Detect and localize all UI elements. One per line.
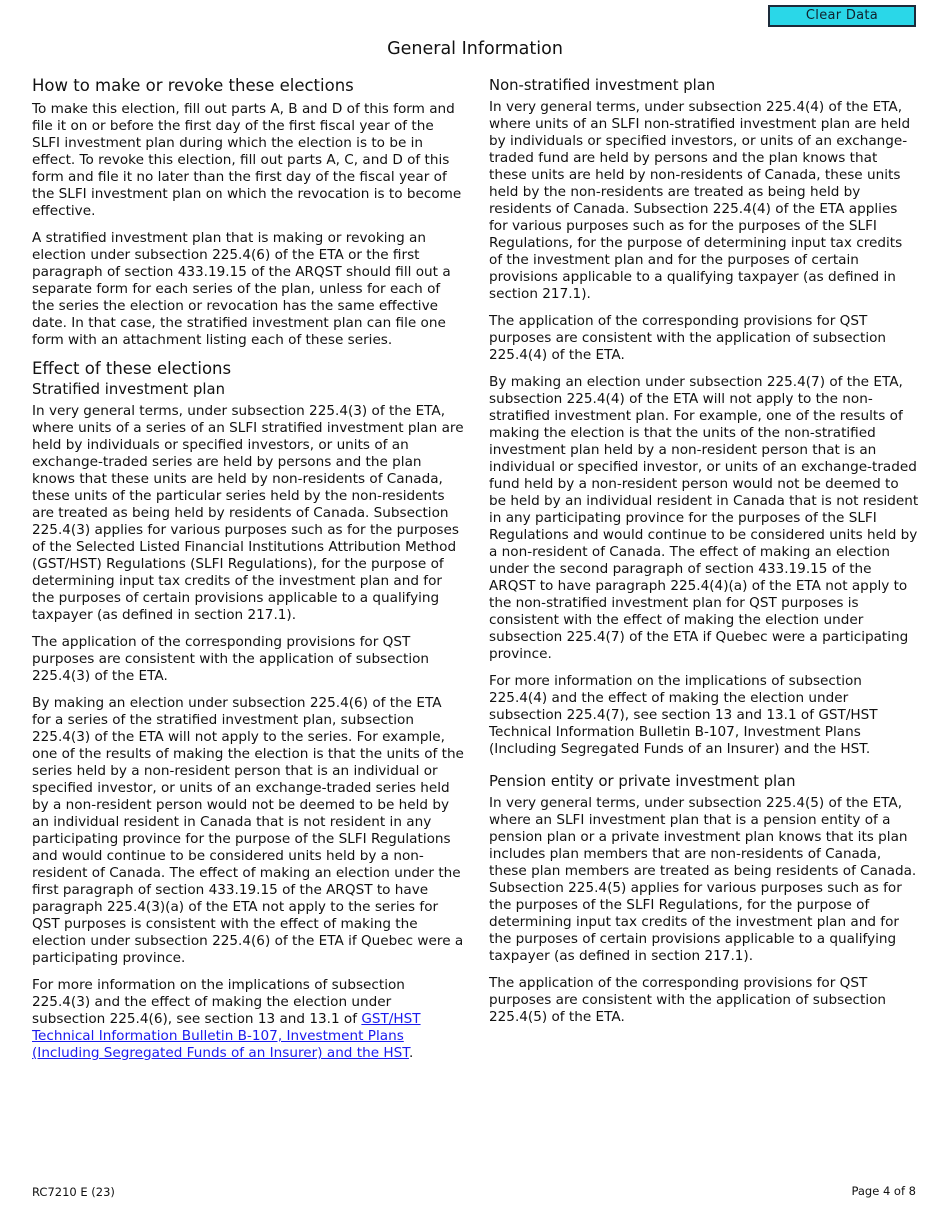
non-stratified-paragraph-1: In very general terms, under subsection 225.4(4) of the ETA, where units of an SLFI non-stratified investment plan are held by individuals or specified investors, or units of an exchange-traded fund are held by persons and the plan knows that these units are held by non-residents of Canada, these units held by the non-residents are treated as being held by residents of Canada. Subsection 225.4(4) of the ETA applies for various purposes such as for the purposes of the SLFI Regulations, for the purpose of determining input tax credits of the investment plan and for the purposes of certain provisions applicable to a qualifying taxpayer (as defined in section 217.1).	[489, 99, 911, 302]
more-info-end: .	[408, 1045, 414, 1061]
pension-heading: Pension entity or private investment plan	[489, 773, 796, 790]
how-to-paragraph-1: To make this election, fill out parts A, B and D of this form and file it on or before the first day of the first fiscal year of the SLFI investment plan during which the election is to be in effect. To revoke this election, fill out parts A, C, and D of this form and file it no later than the first day of the fiscal year of the SLFI investment plan on which the revocation is to become effective.	[32, 101, 462, 219]
non-stratified-heading: Non-stratified investment plan	[489, 77, 716, 94]
page-title: General Information	[387, 39, 563, 59]
stratified-paragraph-2: The application of the corresponding provisions for QST purposes are consistent with the application of subsection 225.4(3) of the ETA.	[32, 634, 430, 684]
stratified-heading: Stratified investment plan	[32, 381, 225, 398]
bulletin-b107-link[interactable]: GST/HST Technical Information Bulletin B-107, Investment Plans (Including Segregated Funds of an Insurer) and the HST	[32, 1011, 421, 1061]
stratified-paragraph-3: By making an election under subsection 225.4(6) of the ETA for a series of the stratified investment plan, subsection 225.4(3) of the ETA will not apply to the series. For example, one of the results of making the election is that the units of the series held by a non-resident person that is an individual or specified investor, or units of an exchange-traded series held by a non-resident person would not be deemed to be held by an individual resident in Canada that is not resident in any participating province for the purpose of the SLFI Regulations and would continue to be considered units held by a non-resident of Canada. The effect of making an election under the first paragraph of section 433.19.15 of the ARQST to have paragraph 225.4(3)(a) of the ETA not apply to the series for QST purposes is consistent with the effect of making the election under subsection 225.4(6) of the ETA if Quebec were a participating province.	[32, 695, 464, 966]
left-column	[32, 76, 464, 1072]
non-stratified-paragraph-2: The application of the corresponding provisions for QST purposes are consistent with the application of subsection 225.4(4) of the ETA.	[489, 313, 887, 363]
more-info-text: For more information on the implications of subsection 225.4(3) and the effect of making the election under subsection 225.4(6), see section 13 and 13.1 of	[32, 977, 405, 1027]
how-to-heading: How to make or revoke these elections	[32, 76, 354, 95]
non-stratified-paragraph-3: By making an election under subsection 225.4(7) of the ETA, subsection 225.4(4) of the ETA will not apply to the non-stratified investment plan. For example, one of the results of making the election is that the units of the non-stratified investment plan held by a non-resident person that is an individual or specified investor, or units of an exchange-traded fund held by a non-resident person would not be deemed to be held by an individual resident in Canada that is not resident in any participating province for the purposes of the SLFI Regulations and would continue to be considered units held by a non-resident of Canada. The effect of making an election under the second paragraph of section 433.19.15 of the ARQST to have paragraph 225.4(4)(a) of the ETA not apply to the non-stratified investment plan for QST purposes is consistent with the effect of making the election under subsection 225.4(7) of the ETA if Quebec were a participating province.	[489, 374, 919, 662]
pension-paragraph-2: The application of the corresponding provisions for QST purposes are consistent with the application of subsection 225.4(5) of the ETA.	[489, 975, 887, 1025]
right-column	[489, 76, 919, 1036]
pension-paragraph-1: In very general terms, under subsection 225.4(5) of the ETA, where an SLFI investment plan that is a pension entity of a pension plan or a private investment plan knows that its plan includes plan members that are non-residents of Canada, these plan members are treated as being residents of Canada. Subsection 225.4(5) applies for various purposes such as for the purposes of the SLFI Regulations, for the purpose of determining input tax credits of the investment plan and for the purposes of certain provisions applicable to a qualifying taxpayer (as defined in section 217.1).	[489, 795, 917, 964]
stratified-paragraph-1: In very general terms, under subsection 225.4(3) of the ETA, where units of a series of an SLFI stratified investment plan are held by individuals or specified investors, or units of an exchange-traded series are held by persons and the plan knows that these units are held by non-residents of Canada, these units of the particular series held by the non-residents are treated as being held by residents of Canada. Subsection 225.4(3) applies for various purposes such as for the purposes of the Selected Listed Financial Institutions Attribution Method (GST/HST) Regulations (SLFI Regulations), for the purpose of determining input tax credits of the investment plan and for the purposes of certain provisions applicable to a qualifying taxpayer (as defined in section 217.1).	[32, 403, 464, 623]
page-number: Page 4 of 8	[851, 1184, 916, 1198]
non-stratified-paragraph-4: For more information on the implications of subsection 225.4(4) and the effect of making the election under subsection 225.4(7), see section 13 and 13.1 of GST/HST Technical Information Bulletin B-107, Investment Plans (Including Segregated Funds of an Insurer) and the HST.	[489, 673, 878, 757]
how-to-paragraph-2: A stratified investment plan that is making or revoking an election under subsection 225.4(6) of the ETA or the first paragraph of section 433.19.15 of the ARQST should fill out a separate form for each series of the plan, unless for each of the series the election or revocation has the same effective date. In that case, the stratified investment plan can file one form with an attachment listing each of these series.	[32, 230, 451, 348]
form-code: RC7210 E (23)	[32, 1185, 115, 1199]
effect-heading: Effect of these elections	[32, 359, 232, 378]
stratified-paragraph-4	[32, 977, 464, 1062]
clear-data-button[interactable]: Clear Data	[768, 5, 916, 27]
